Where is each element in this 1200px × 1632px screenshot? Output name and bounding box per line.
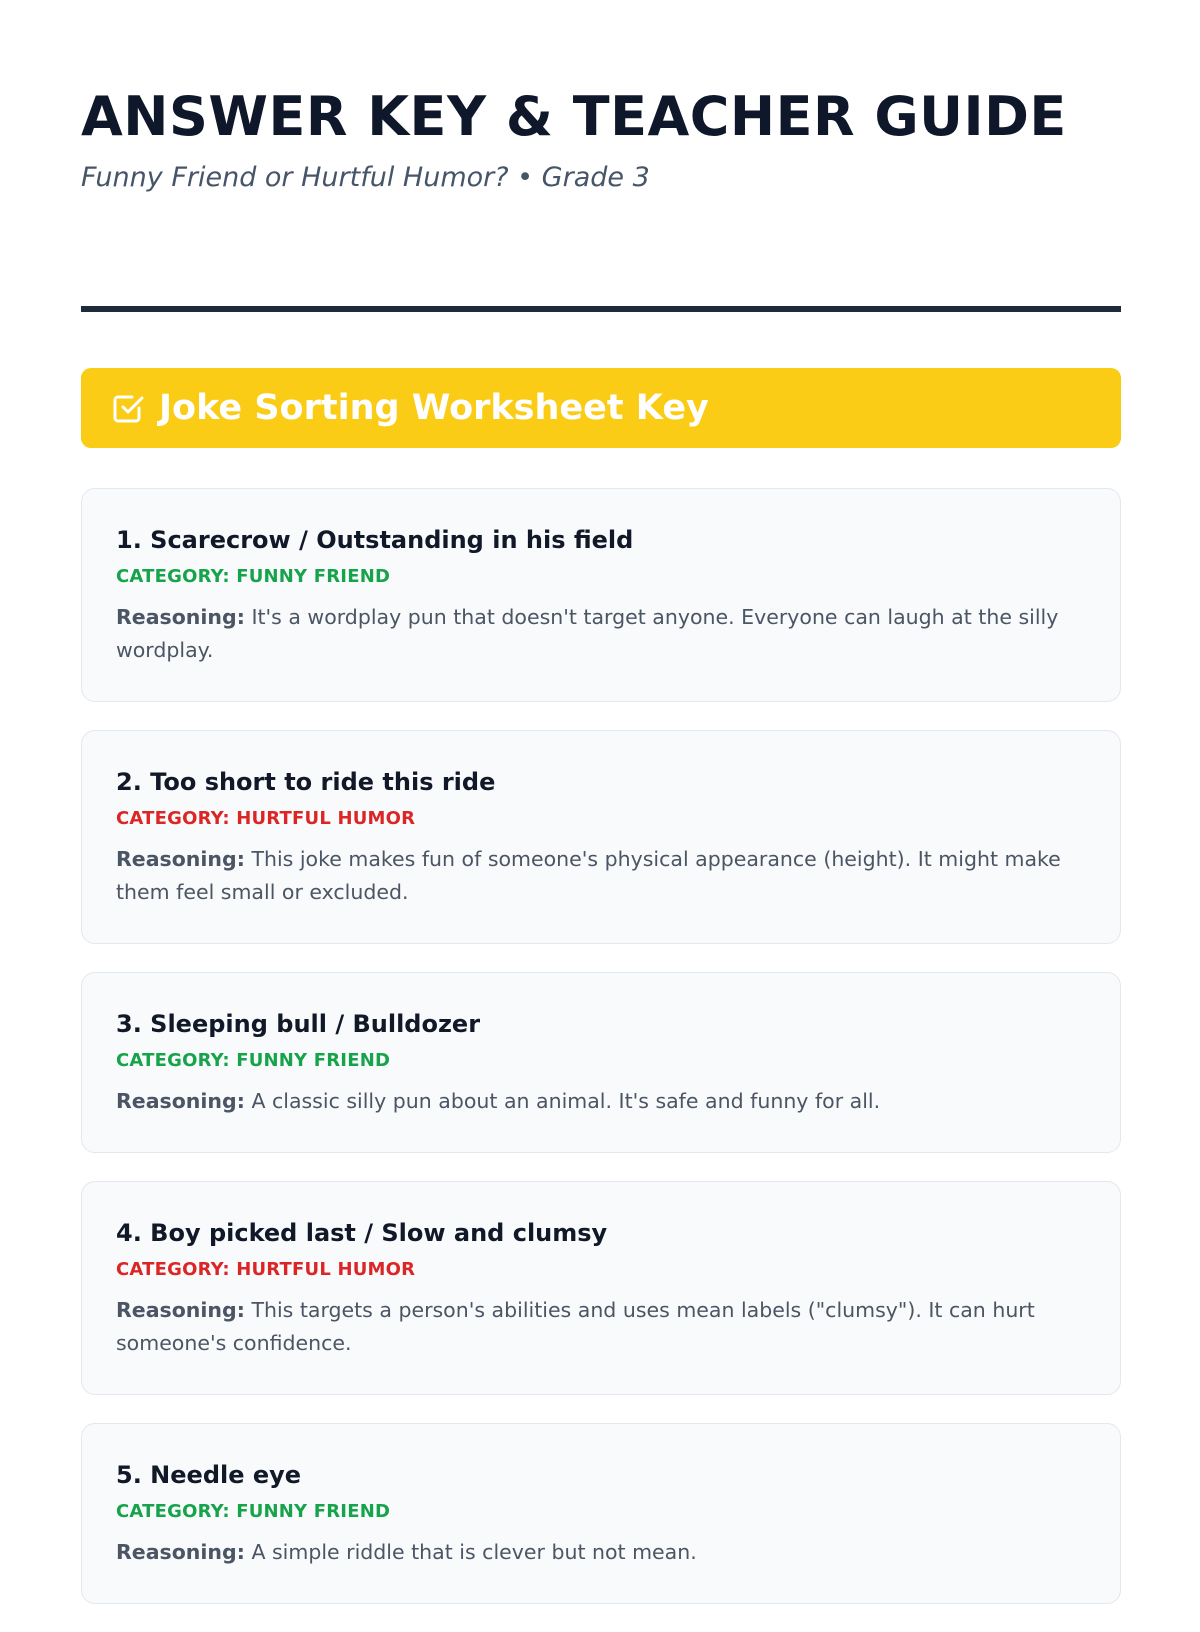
reasoning-label: Reasoning: [116, 1089, 245, 1113]
answer-list [81, 488, 1121, 1632]
answer-title: 4. Boy picked last / Slow and clumsy [116, 1219, 608, 1247]
answer-card [81, 730, 1121, 944]
answer-card [81, 972, 1121, 1153]
reasoning-label: Reasoning: [116, 1540, 245, 1564]
reasoning-text [116, 1294, 1086, 1360]
category-label: CATEGORY: FUNNY FRIEND [116, 566, 391, 587]
reasoning-text [116, 1085, 1086, 1118]
reasoning-text [116, 1536, 1086, 1569]
reasoning-body: This targets a person's abilities and uses mean labels ("clumsy"). It can hurt someone's confidence. [116, 1298, 1035, 1355]
reasoning-label: Reasoning: [116, 847, 245, 871]
answer-card [81, 1181, 1121, 1395]
category-label: CATEGORY: FUNNY FRIEND [116, 1050, 391, 1071]
checkbox-icon [111, 391, 145, 425]
reasoning-label: Reasoning: [116, 605, 245, 629]
reasoning-body: It's a wordplay pun that doesn't target anyone. Everyone can laugh at the silly wordplay. [116, 605, 1059, 662]
reasoning-body: A simple riddle that is clever but not mean. [251, 1540, 697, 1564]
answer-card [81, 1423, 1121, 1604]
answer-title: 3. Sleeping bull / Bulldozer [116, 1010, 481, 1038]
category-label: CATEGORY: HURTFUL HUMOR [116, 808, 416, 829]
answer-title: 5. Needle eye [116, 1461, 302, 1489]
page-subtitle: Funny Friend or Hurtful Humor? • Grade 3 [81, 162, 650, 193]
answer-title: 2. Too short to ride this ride [116, 768, 496, 796]
reasoning-body: This joke makes fun of someone's physical appearance (height). It might make them feel small or excluded. [116, 847, 1061, 904]
section-header [81, 368, 1121, 448]
answer-card [81, 488, 1121, 702]
reasoning-text [116, 843, 1086, 909]
reasoning-label: Reasoning: [116, 1298, 245, 1322]
page-title: ANSWER KEY & TEACHER GUIDE [81, 85, 1067, 148]
reasoning-text [116, 601, 1086, 667]
category-label: CATEGORY: FUNNY FRIEND [116, 1501, 391, 1522]
section-title: Joke Sorting Worksheet Key [159, 388, 709, 428]
reasoning-body: A classic silly pun about an animal. It's safe and funny for all. [251, 1089, 881, 1113]
header-divider [81, 306, 1121, 312]
answer-key-page [81, 84, 1121, 1564]
category-label: CATEGORY: HURTFUL HUMOR [116, 1259, 416, 1280]
answer-title: 1. Scarecrow / Outstanding in his field [116, 526, 634, 554]
